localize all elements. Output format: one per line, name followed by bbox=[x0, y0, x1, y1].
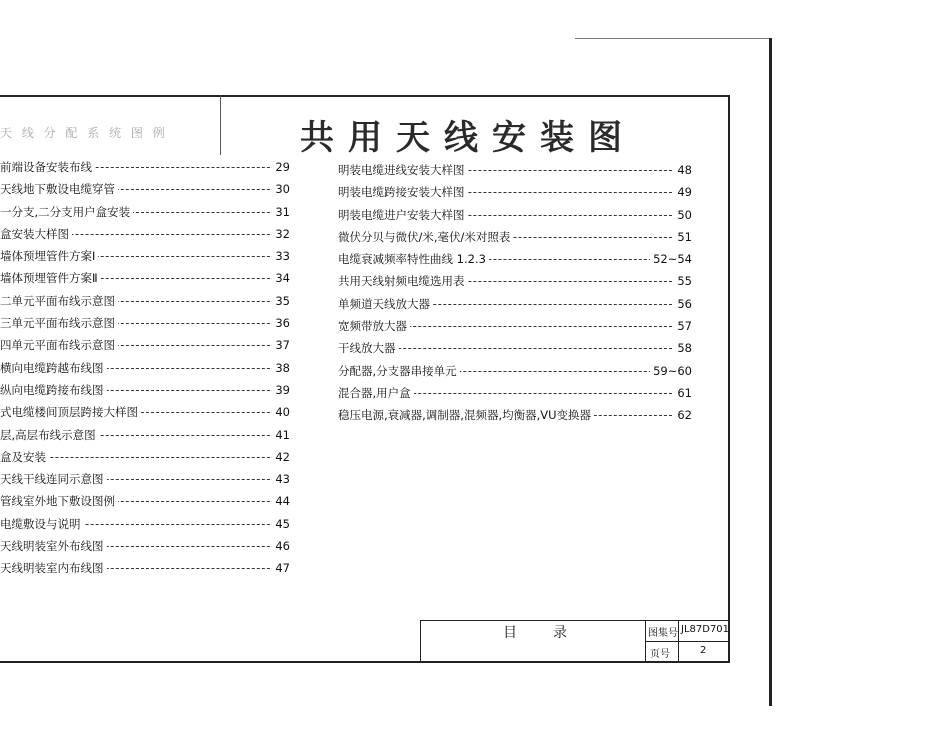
frame-right-line bbox=[728, 95, 730, 663]
toc-entry-page: 62 bbox=[674, 404, 692, 426]
toc-entry-title: 明装电缆进户安装大样图 bbox=[338, 204, 468, 226]
toc-entry bbox=[338, 181, 692, 203]
toc-entry bbox=[0, 379, 290, 401]
toc-entry-page: 57 bbox=[674, 315, 692, 337]
atlas-number: JL87D701 bbox=[681, 624, 730, 635]
toc-entry-page: 51 bbox=[674, 226, 692, 248]
toc-entry bbox=[0, 535, 290, 557]
toc-entry bbox=[0, 267, 290, 289]
toc-entry bbox=[338, 404, 692, 426]
toc-entry bbox=[0, 424, 290, 446]
toc-entry-title: 二单元平面布线示意图 bbox=[0, 290, 118, 312]
toc-entry-page: 58 bbox=[674, 337, 692, 359]
toc-entry-page: 56 bbox=[674, 293, 692, 315]
toc-entry-title: 干线放大器 bbox=[338, 337, 399, 359]
toc-entry-title: 纵向电缆跨接布线图 bbox=[0, 379, 107, 401]
drawing-title: 共用天线安装图 bbox=[300, 118, 636, 158]
toc-entry-page: 44 bbox=[272, 490, 290, 512]
toc-entry-page: 48 bbox=[674, 159, 692, 181]
toc-entry bbox=[0, 557, 290, 579]
toc-entry-page: 31 bbox=[272, 201, 290, 223]
toc-entry bbox=[338, 248, 692, 270]
frame-divider-line bbox=[220, 95, 221, 155]
toc-entry-page: 52~54 bbox=[650, 248, 692, 270]
toc-entry-page: 29 bbox=[272, 156, 290, 178]
toc-entry-title: 微伏分贝与微伏/米,毫伏/米对照表 bbox=[338, 226, 513, 248]
toc-entry bbox=[0, 513, 290, 535]
toc-entry-title: 一分支,二分支用户盒安装 bbox=[0, 201, 133, 223]
toc-entry-page: 40 bbox=[272, 401, 290, 423]
toc-entry bbox=[0, 201, 290, 223]
toc-entry-title: 四单元平面布线示意图 bbox=[0, 334, 118, 356]
toc-entry-page: 43 bbox=[272, 468, 290, 490]
toc-entry-title: 电缆敷设与说明 bbox=[0, 513, 84, 535]
sheet-edge-top-line bbox=[575, 38, 770, 39]
toc-entry-title: 单频道天线放大器 bbox=[338, 293, 433, 315]
toc-entry bbox=[0, 468, 290, 490]
toc-entry bbox=[0, 178, 290, 200]
toc-entry-title: 共用天线射频电缆选用表 bbox=[338, 270, 468, 292]
toc-entry bbox=[338, 337, 692, 359]
toc-entry bbox=[338, 360, 692, 382]
frame-top-line bbox=[0, 95, 730, 97]
toc-entry bbox=[0, 334, 290, 356]
toc-entry bbox=[338, 293, 692, 315]
toc-entry-page: 45 bbox=[272, 513, 290, 535]
toc-entry-title: 盒安装大样图 bbox=[0, 223, 72, 245]
toc-entry-title: 宽频带放大器 bbox=[338, 315, 410, 337]
toc-entry bbox=[338, 226, 692, 248]
toc-entry-page: 42 bbox=[272, 446, 290, 468]
toc-entry bbox=[0, 223, 290, 245]
toc-entry bbox=[0, 245, 290, 267]
toc-entry-title: 墙体预埋管件方案Ⅱ bbox=[0, 267, 101, 289]
toc-entry-title: 天线干线连同示意图 bbox=[0, 468, 107, 490]
toc-entry-title: 式电缆楼间顶层跨接大样图 bbox=[0, 401, 141, 423]
toc-entry bbox=[338, 204, 692, 226]
toc-entry bbox=[0, 490, 290, 512]
toc-entry-title: 分配器,分支器串接单元 bbox=[338, 360, 460, 382]
toc-left-list bbox=[0, 156, 290, 580]
title-block-label: 目录 bbox=[503, 625, 603, 641]
sheet-edge-right-line bbox=[769, 38, 772, 706]
faint-heading: 天 线 分 配 系 统 图 例 bbox=[0, 126, 168, 140]
toc-entry-title: 三单元平面布线示意图 bbox=[0, 312, 118, 334]
toc-entry-page: 30 bbox=[272, 178, 290, 200]
toc-entry bbox=[338, 315, 692, 337]
toc-entry-title: 电缆衰减频率特性曲线 1.2.3 bbox=[338, 248, 489, 270]
toc-entry-page: 39 bbox=[272, 379, 290, 401]
toc-entry-title: 天线明装室外布线图 bbox=[0, 535, 107, 557]
toc-entry-title: 稳压电源,衰减器,调制器,混频器,均衡器,VU变换器 bbox=[338, 404, 594, 426]
toc-entry-page: 32 bbox=[272, 223, 290, 245]
toc-entry bbox=[338, 159, 692, 181]
toc-entry-page: 41 bbox=[272, 424, 290, 446]
toc-entry-title: 天线地下敷设电缆穿管 bbox=[0, 178, 118, 200]
toc-entry-page: 61 bbox=[674, 382, 692, 404]
toc-entry-title: 天线明装室内布线图 bbox=[0, 557, 107, 579]
toc-entry bbox=[0, 401, 290, 423]
toc-entry-page: 55 bbox=[674, 270, 692, 292]
toc-entry-title: 盒及安装 bbox=[0, 446, 49, 468]
toc-entry-title: 层,高层布线示意图 bbox=[0, 424, 99, 446]
toc-entry-title: 横向电缆跨越布线图 bbox=[0, 357, 107, 379]
toc-entry-title: 前端设备安装布线 bbox=[0, 156, 95, 178]
toc-entry-page: 37 bbox=[272, 334, 290, 356]
page-number-label: 页号 bbox=[650, 649, 670, 660]
toc-entry-page: 38 bbox=[272, 357, 290, 379]
toc-entry-page: 33 bbox=[272, 245, 290, 267]
page-number: 2 bbox=[700, 645, 707, 656]
toc-entry bbox=[0, 357, 290, 379]
toc-entry bbox=[338, 270, 692, 292]
toc-entry-page: 49 bbox=[674, 181, 692, 203]
toc-entry-title: 混合器,用户盒 bbox=[338, 382, 414, 404]
toc-entry bbox=[0, 312, 290, 334]
toc-entry-page: 35 bbox=[272, 290, 290, 312]
toc-entry bbox=[0, 290, 290, 312]
toc-right-list bbox=[338, 159, 692, 427]
toc-entry bbox=[0, 446, 290, 468]
toc-entry-page: 47 bbox=[272, 557, 290, 579]
toc-entry-page: 50 bbox=[674, 204, 692, 226]
toc-entry-page: 36 bbox=[272, 312, 290, 334]
toc-entry bbox=[338, 382, 692, 404]
toc-entry-title: 管线室外地下敷设图例 bbox=[0, 490, 118, 512]
toc-entry-page: 34 bbox=[272, 267, 290, 289]
frame-bottom-line bbox=[0, 661, 730, 663]
toc-entry bbox=[0, 156, 290, 178]
atlas-number-label: 图集号 bbox=[648, 628, 678, 639]
toc-entry-page: 46 bbox=[272, 535, 290, 557]
toc-entry-title: 墙体预埋管件方案Ⅰ bbox=[0, 245, 98, 267]
toc-entry-page: 59~60 bbox=[650, 360, 692, 382]
toc-entry-title: 明装电缆进线安装大样图 bbox=[338, 159, 468, 181]
toc-entry-title: 明装电缆跨接安装大样图 bbox=[338, 181, 468, 203]
